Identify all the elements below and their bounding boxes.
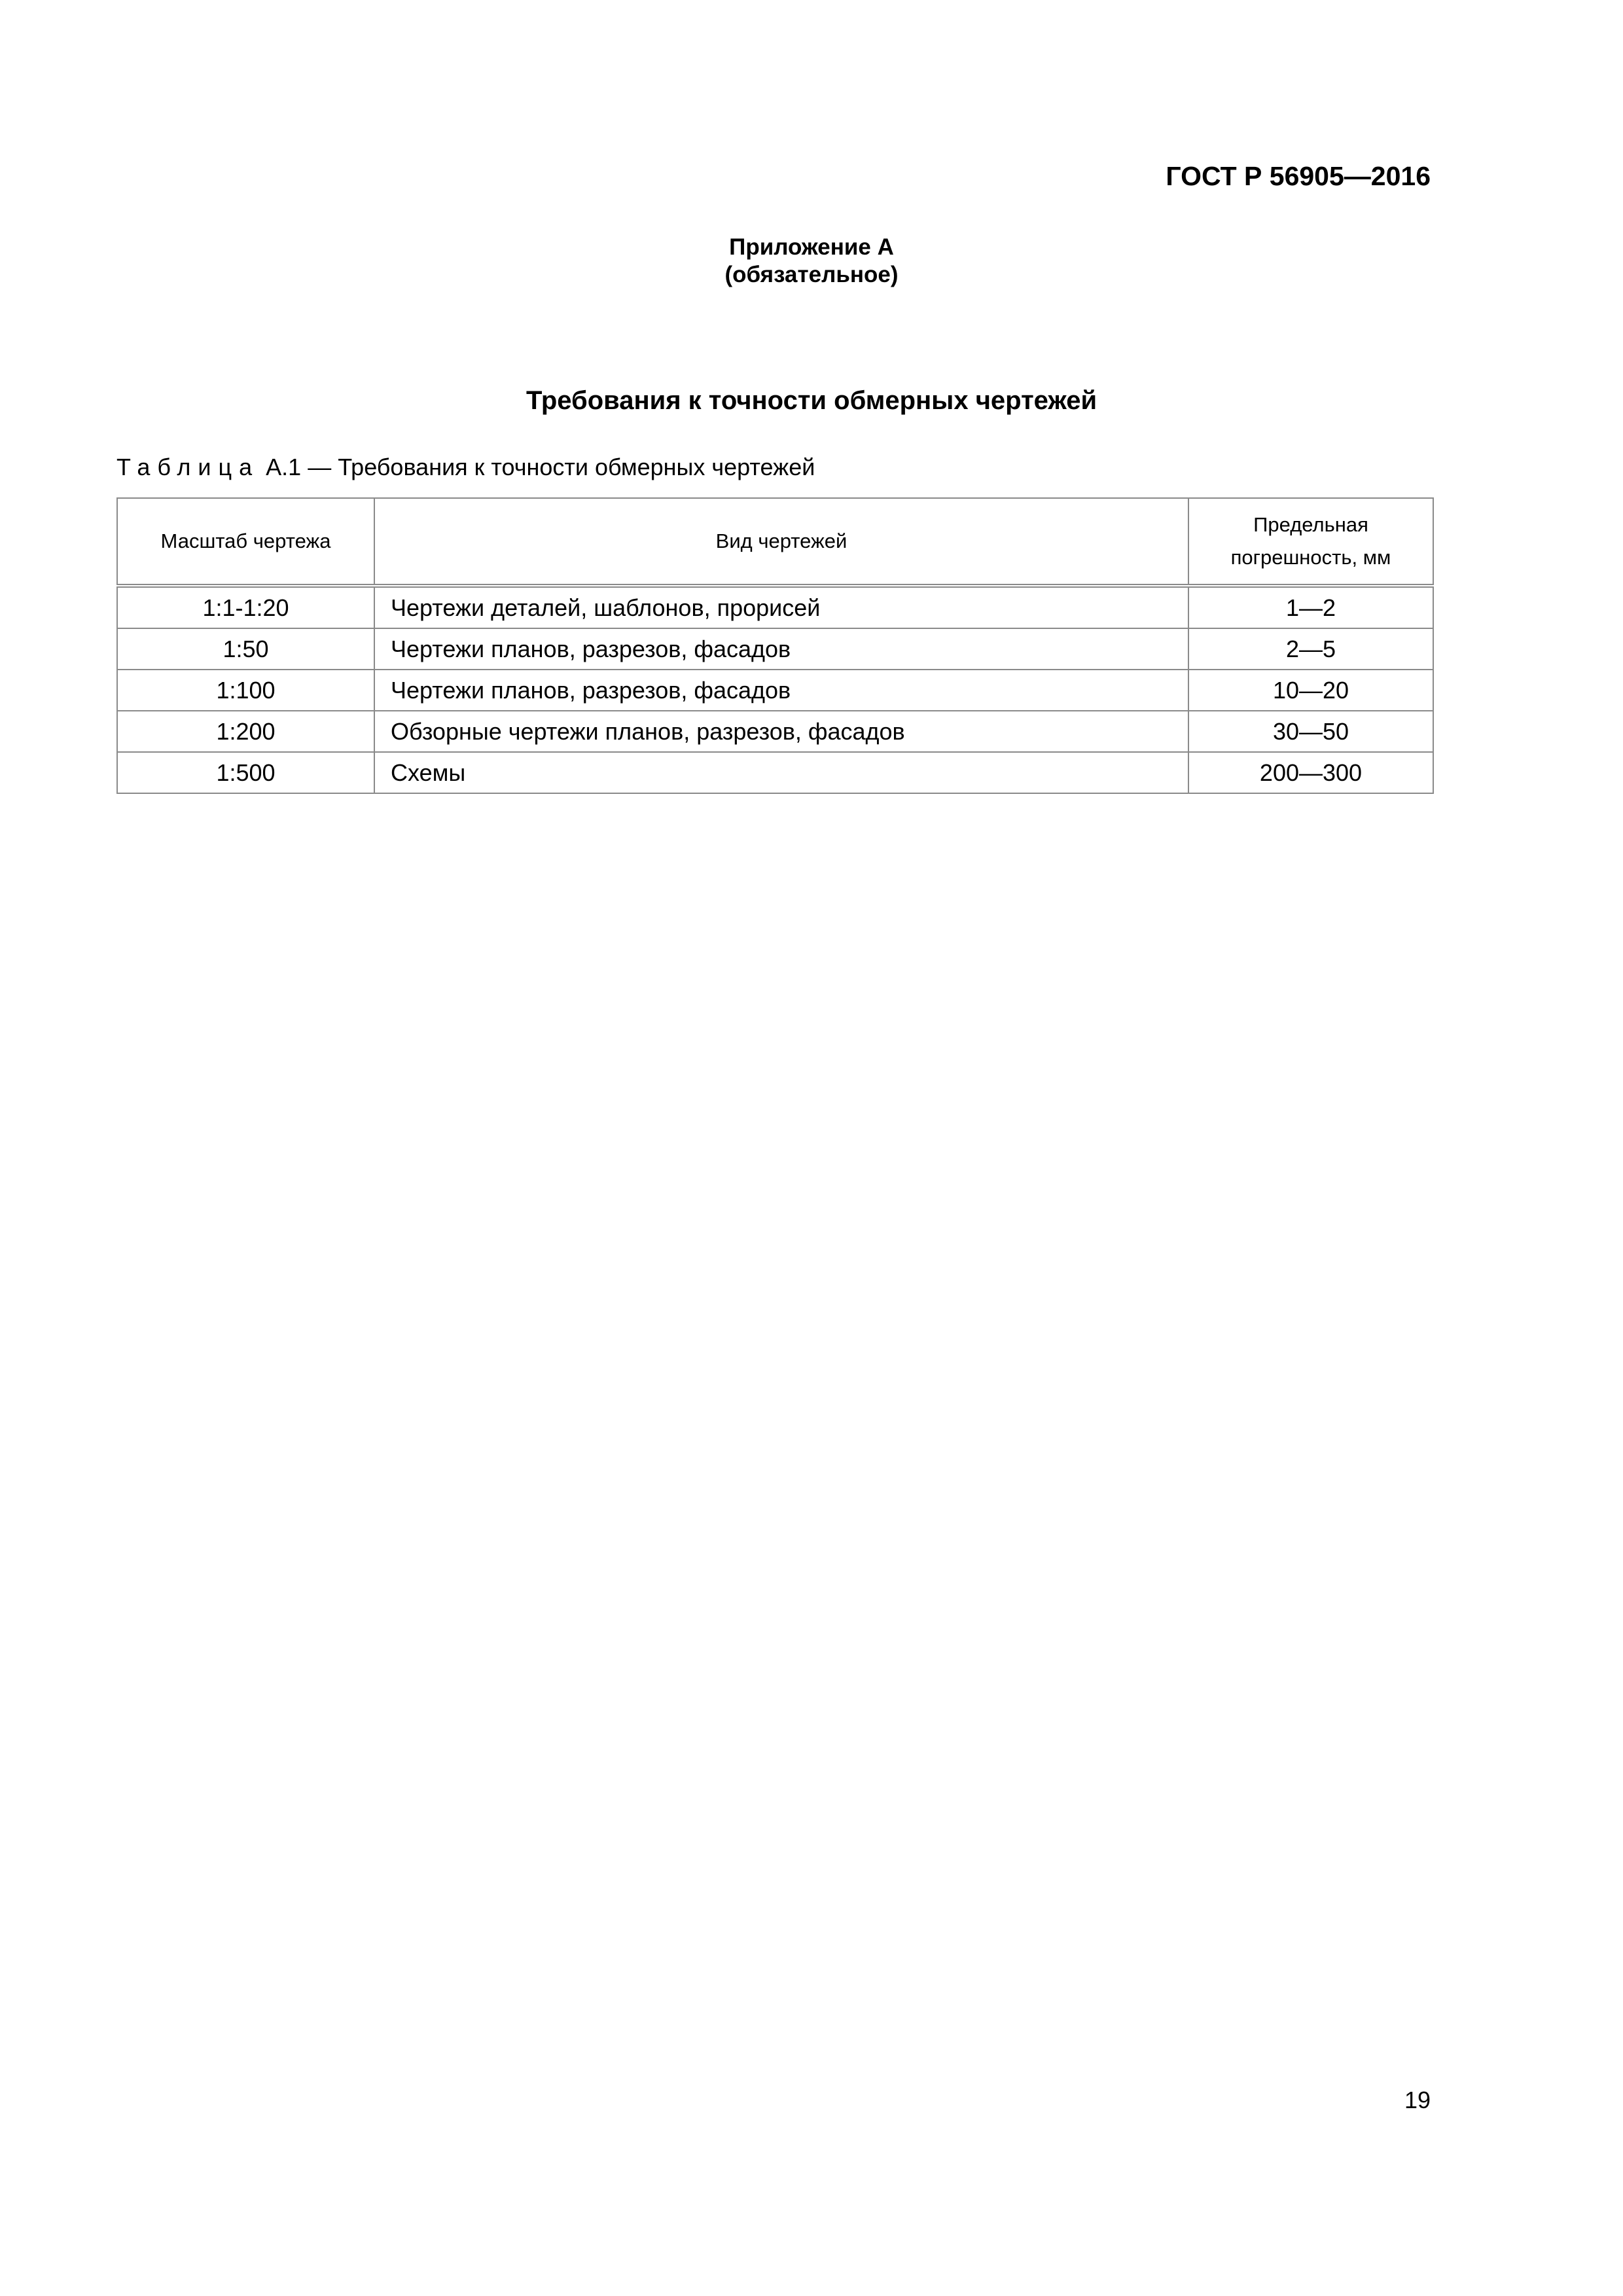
cell-kind: Чертежи планов, разрезов, фасадов [374, 670, 1188, 711]
cell-kind: Обзорные чертежи планов, разрезов, фасадов [374, 711, 1188, 752]
table-caption-text: А.1 — Требования к точности обмерных чертежей [259, 454, 815, 480]
table-caption-prefix: Таблица [116, 454, 260, 480]
header-error-line1: Предельная [1253, 513, 1368, 536]
cell-kind: Чертежи деталей, шаблонов, прорисей [374, 586, 1188, 628]
page-number: 19 [1404, 2087, 1431, 2113]
table-header-row [117, 498, 1433, 586]
table-row [117, 628, 1433, 670]
cell-error: 2—5 [1188, 628, 1433, 670]
table-caption [116, 454, 815, 481]
cell-error: 10—20 [1188, 670, 1433, 711]
cell-scale: 1:1-1:20 [117, 586, 374, 628]
appendix-title: Приложение А [729, 234, 894, 260]
cell-error: 200—300 [1188, 752, 1433, 793]
cell-scale: 1:500 [117, 752, 374, 793]
header-error-line2: погрешность, мм [1230, 546, 1391, 569]
standard-code: ГОСТ Р 56905—2016 [1166, 161, 1431, 191]
cell-error: 30—50 [1188, 711, 1433, 752]
cell-error: 1—2 [1188, 586, 1433, 628]
cell-scale: 1:50 [117, 628, 374, 670]
accuracy-table [116, 497, 1434, 794]
section-title: Требования к точности обмерных чертежей [526, 386, 1097, 415]
header-error [1188, 498, 1433, 586]
table-row [117, 586, 1433, 628]
cell-scale: 1:100 [117, 670, 374, 711]
table-row [117, 752, 1433, 793]
table-row [117, 711, 1433, 752]
header-scale: Масштаб чертежа [117, 498, 374, 586]
cell-scale: 1:200 [117, 711, 374, 752]
appendix-status: (обязательное) [724, 262, 899, 287]
cell-kind: Чертежи планов, разрезов, фасадов [374, 628, 1188, 670]
table-row [117, 670, 1433, 711]
header-kind: Вид чертежей [374, 498, 1188, 586]
cell-kind: Схемы [374, 752, 1188, 793]
